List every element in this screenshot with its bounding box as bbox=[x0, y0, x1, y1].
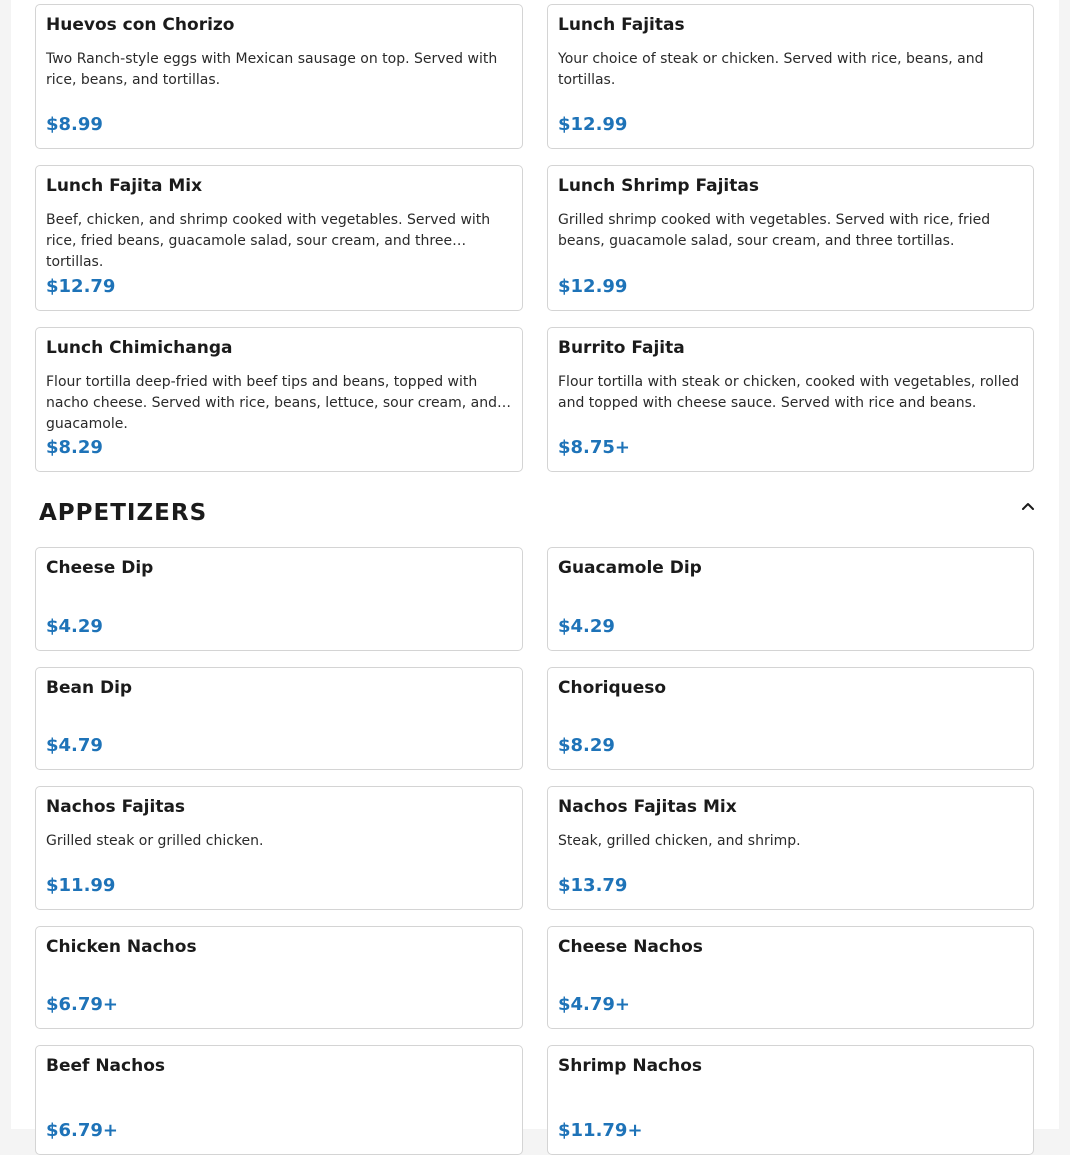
appetizers-grid bbox=[35, 547, 1034, 1155]
menu-item-price: $11.79+ bbox=[558, 1120, 643, 1141]
chevron-up-icon[interactable] bbox=[1019, 499, 1037, 513]
menu-item-card[interactable] bbox=[547, 667, 1034, 770]
menu-item-card[interactable] bbox=[35, 926, 523, 1029]
menu-page bbox=[11, 0, 1059, 1141]
menu-item-price: $4.79 bbox=[46, 735, 103, 756]
menu-item-price: $8.99 bbox=[46, 114, 103, 135]
menu-item-card[interactable] bbox=[35, 1045, 523, 1155]
menu-item-card[interactable] bbox=[547, 165, 1034, 311]
menu-item-price: $12.99 bbox=[558, 276, 628, 297]
menu-item-card[interactable] bbox=[547, 547, 1034, 651]
menu-item-price: $6.79+ bbox=[46, 994, 119, 1015]
menu-item-card[interactable] bbox=[35, 4, 523, 149]
menu-item-name: Bean Dip bbox=[46, 678, 133, 698]
section-title: APPETIZERS bbox=[39, 500, 208, 526]
menu-item-name: Choriqueso bbox=[558, 678, 667, 698]
menu-item-name: Nachos Fajitas Mix bbox=[558, 797, 737, 817]
menu-item-price: $4.29 bbox=[558, 616, 615, 637]
menu-item-card[interactable] bbox=[35, 786, 523, 910]
menu-item-price: $11.99 bbox=[46, 875, 116, 896]
menu-item-card[interactable] bbox=[547, 1045, 1034, 1155]
menu-item-description: Two Ranch-style eggs with Mexican sausage on top. Served with rice, beans, and tortillas. bbox=[46, 51, 498, 88]
menu-item-name: Cheese Nachos bbox=[558, 937, 703, 957]
lunch-items-grid bbox=[35, 4, 1034, 472]
menu-item-price: $4.29 bbox=[46, 616, 103, 637]
menu-item-name: Cheese Dip bbox=[46, 558, 154, 578]
menu-item-card[interactable] bbox=[547, 327, 1034, 472]
menu-item-name: Beef Nachos bbox=[46, 1056, 166, 1076]
menu-item-description: Flour tortilla deep-fried with beef tips and beans, topped with nacho cheese. Served with rice, beans, lettuce, sour cream, and guacamole. bbox=[46, 374, 498, 432]
menu-item-card[interactable] bbox=[35, 327, 523, 472]
menu-item-price: $13.79 bbox=[558, 875, 628, 896]
menu-item-price: $6.79+ bbox=[46, 1120, 119, 1141]
menu-item-name: Lunch Chimichanga bbox=[46, 338, 233, 358]
menu-item-description: Beef, chicken, and shrimp cooked with vegetables. Served with rice, fried beans, guacamole salad, sour cream, and three tortillas. bbox=[46, 212, 491, 270]
menu-item-card[interactable] bbox=[35, 165, 523, 311]
menu-item-card[interactable] bbox=[35, 667, 523, 770]
menu-item-card[interactable] bbox=[547, 786, 1034, 910]
menu-item-name: Lunch Shrimp Fajitas bbox=[558, 176, 759, 196]
appetizers-section-header[interactable] bbox=[39, 494, 1037, 530]
menu-item-price: $8.29 bbox=[46, 437, 103, 458]
menu-item-card[interactable] bbox=[547, 4, 1034, 149]
menu-item-price: $4.79+ bbox=[558, 994, 631, 1015]
menu-item-description: Grilled steak or grilled chicken. bbox=[46, 833, 264, 849]
menu-item-price: $12.79 bbox=[46, 276, 116, 297]
menu-item-price: $12.99 bbox=[558, 114, 628, 135]
menu-item-description: Your choice of steak or chicken. Served with rice, beans, and tortillas. bbox=[558, 51, 984, 88]
menu-item-name: Lunch Fajitas bbox=[558, 15, 685, 35]
menu-item-description: Grilled shrimp cooked with vegetables. Served with rice, fried beans, guacamole salad, sour cream, and three tortillas. bbox=[558, 212, 991, 249]
menu-item-name: Chicken Nachos bbox=[46, 937, 197, 957]
menu-item-name: Lunch Fajita Mix bbox=[46, 176, 203, 196]
menu-item-description: Steak, grilled chicken, and shrimp. bbox=[558, 833, 801, 849]
menu-item-card[interactable] bbox=[547, 926, 1034, 1029]
menu-item-description: Flour tortilla with steak or chicken, cooked with vegetables, rolled and topped with cheese sauce. Served with rice and beans. bbox=[558, 374, 1020, 411]
menu-item-name: Huevos con Chorizo bbox=[46, 15, 235, 35]
menu-item-name: Burrito Fajita bbox=[558, 338, 685, 358]
menu-item-name: Nachos Fajitas bbox=[46, 797, 186, 817]
menu-item-price: $8.75+ bbox=[558, 437, 631, 458]
menu-item-name: Shrimp Nachos bbox=[558, 1056, 703, 1076]
menu-item-price: $8.29 bbox=[558, 735, 615, 756]
menu-item-card[interactable] bbox=[35, 547, 523, 651]
menu-item-name: Guacamole Dip bbox=[558, 558, 702, 578]
